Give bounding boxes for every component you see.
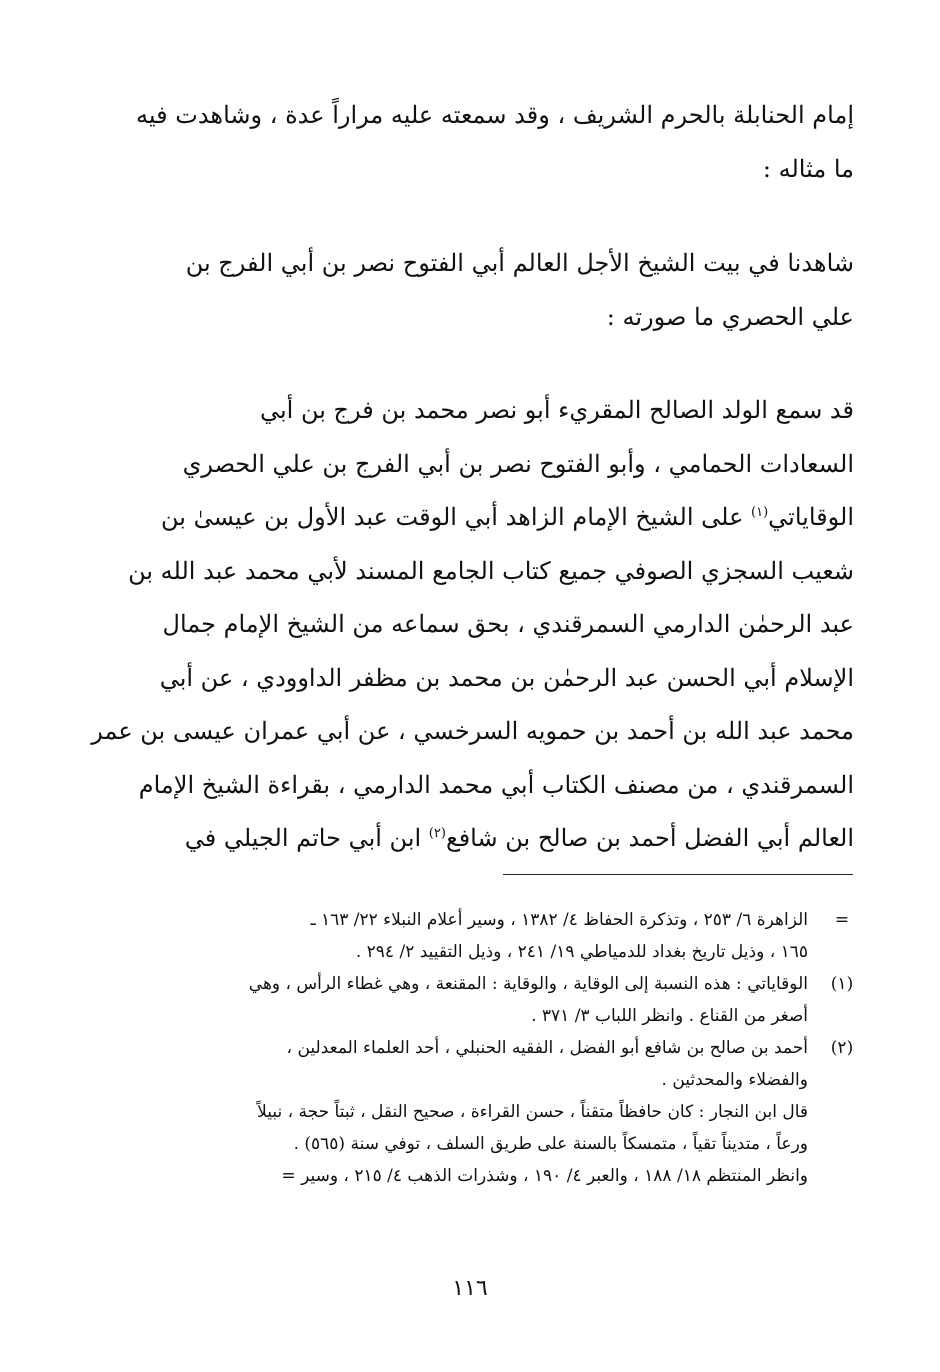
text-fragment: على الشيخ الإمام الزاهد أبي الوقت عبد الأول بن عيسىٰ بن [160, 503, 752, 531]
paragraph-witness [80, 236, 854, 344]
text-line [80, 812, 854, 866]
text-fragment: ابن أبي حاتم الجيلي في [184, 824, 429, 852]
text-line: إمام الحنابلة بالحرم الشريف ، وقد سمعته عليه مراراً عدة ، وشاهدت فيه [136, 101, 854, 129]
footnote-marker: (٢) [830, 1038, 854, 1058]
paragraph-intro [80, 88, 854, 196]
footnote-line: الزاهرة ٦/ ٢٥٣ ، وتذكرة الحفاظ ٤/ ١٣٨٢ ، وسير أعلام النبلاء ٢٢/ ١٦٣ ـ [310, 910, 808, 930]
footnote-line: وانظر المنتظم ١٨/ ١٨٨ ، والعبر ٤/ ١٩٠ ، وشذرات الذهب ٤/ ٢١٥ ، وسير = [281, 1166, 808, 1186]
text-line: السعادات الحمامي ، وأبو الفتوح نصر بن أبي الفرج بن علي الحصري [182, 449, 854, 478]
text-line: السمرقندي ، من مصنف الكتاب أبي محمد الدارمي ، بقراءة الشيخ الإمام [138, 770, 854, 799]
footnote-marker: (١) [830, 974, 854, 994]
footnote-body [80, 904, 808, 968]
footnote-2 [80, 1032, 860, 1096]
text-line: قد سمع الولد الصالح المقريء أبو نصر محمد بن فرج بن أبي [259, 396, 854, 424]
footnote-line: والفضلاء والمحدثين . [661, 1070, 808, 1090]
text-fragment: الوقاياتي [768, 503, 854, 531]
text-line: شاهدنا في بيت الشيخ الأجل العالم أبي الفتوح نصر بن أبي الفرج بن [185, 249, 854, 277]
footnote-line: أحمد بن صالح بن شافع أبو الفضل ، الفقيه الحنبلي ، أحد العلماء المعدلين ، [286, 1038, 808, 1058]
text-fragment: العالم أبي الفضل أحمد بن صالح بن شافع [445, 824, 854, 852]
paragraph-sama-record [80, 384, 854, 866]
page-number: ١١٦ [452, 1276, 488, 1301]
footnote-body [80, 1032, 808, 1096]
footnote-marker: = [834, 910, 850, 930]
footnote-line: ١٦٥ ، وذيل تاريخ بغداد للدمياطي ١٩/ ٢٤١ ، وذيل التقييد ٢/ ٢٩٤ . [355, 942, 808, 962]
footnotes [80, 904, 860, 1192]
text-line: ما مثاله : [762, 155, 854, 183]
text-line: محمد عبد الله بن أحمد بن حمويه السرخسي ، عن أبي عمران عيسى بن عمر [91, 717, 854, 745]
text-line: الإسلام أبي الحسن عبد الرحمٰن بن محمد بن مظفر الداوودي ، عن أبي [159, 663, 854, 692]
footnote-line: الوقاياتي : هذه النسبة إلى الوقاية ، والوقاية : المقنعة ، وهي غطاء الرأس ، وهي [248, 974, 808, 994]
footnote-line: قال ابن النجار : كان حافظاً متقناً ، حسن القراءة ، صحيح النقل ، ثبتاً حجة ، نبيلاً [257, 1102, 808, 1122]
footnote-body [80, 968, 808, 1032]
text-line: عبد الرحمٰن الدارمي السمرقندي ، بحق سماعه من الشيخ الإمام جمال [162, 610, 854, 638]
footnote-line: ورعاً ، متديناً تقياً ، متمسكاً بالسنة على طريق السلف ، توفي سنة (٥٦٥) . [293, 1134, 808, 1154]
text-line: علي الحصري ما صورته : [606, 303, 854, 331]
footnote-separator [503, 874, 853, 875]
text-line: شعيب السجزي الصوفي جميع كتاب الجامع المسند لأبي محمد عبد الله بن [128, 556, 854, 585]
footnote-line: أصغر من القناع . وانظر اللباب ٣/ ٣٧١ . [531, 1006, 808, 1026]
footnote-1 [80, 968, 860, 1032]
footnote-reference[interactable]: (٢) [428, 826, 446, 841]
footnote-reference[interactable]: (١) [751, 505, 769, 520]
footnote-continuation [80, 904, 860, 968]
text-line [80, 491, 854, 545]
footnote-2-continued [80, 1096, 808, 1192]
